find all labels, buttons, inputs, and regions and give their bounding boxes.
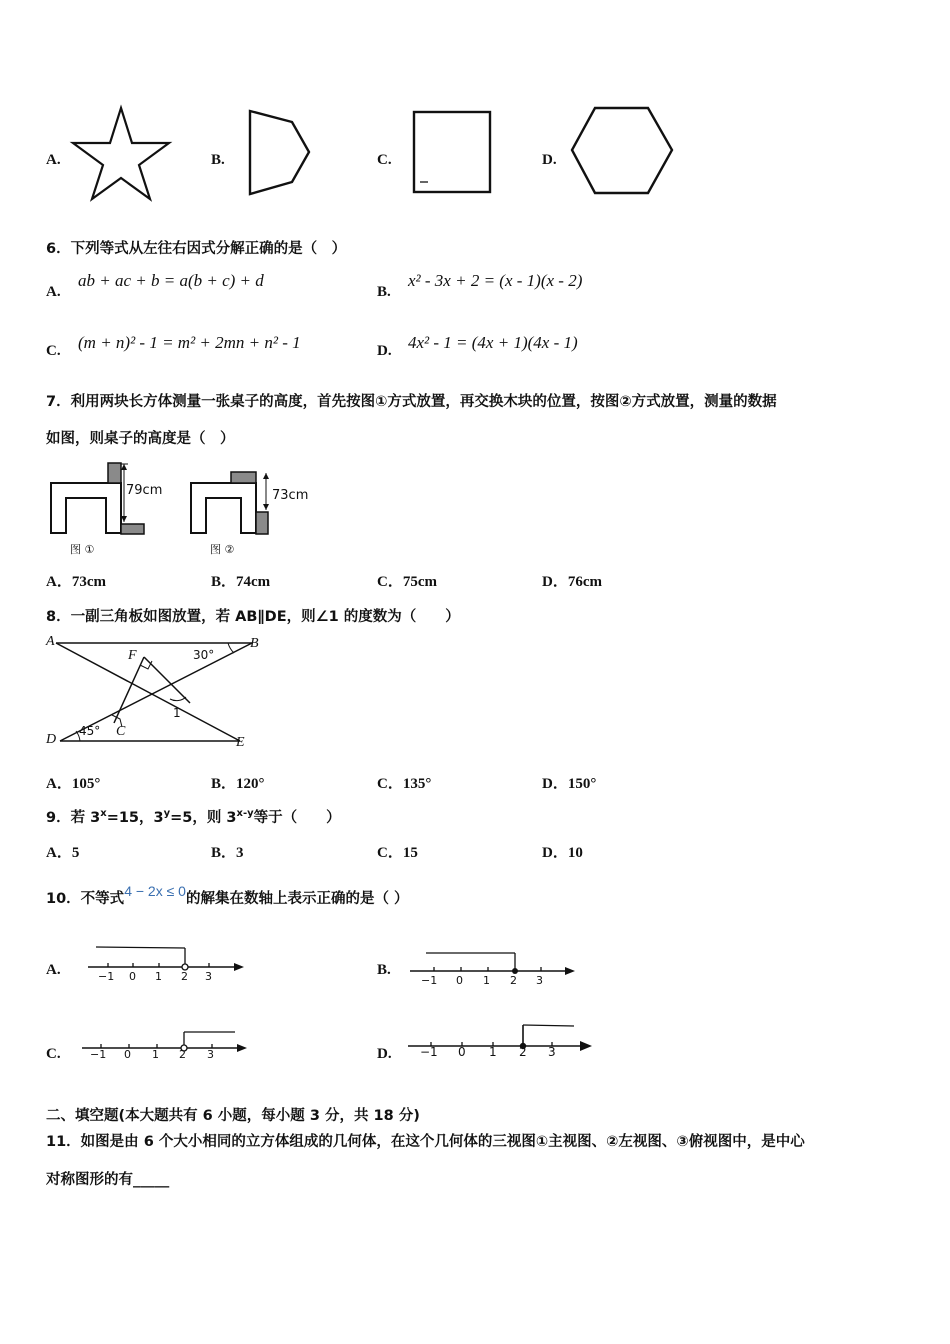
section-2-title: 二、填空题(本大题共有 6 小题，每小题 3 分，共 18 分): [46, 1108, 420, 1124]
q9-option-b[interactable]: B．3: [211, 845, 244, 861]
q10-stem: [46, 883, 409, 908]
q7-stem-line2: 如图，则桌子的高度是（ ）: [46, 431, 235, 447]
q7-option-b[interactable]: B．74cm: [211, 574, 271, 590]
q8-option-d[interactable]: D．150°: [542, 776, 597, 792]
tick-label: −1: [90, 1048, 107, 1061]
tick-label: 2: [510, 974, 517, 987]
q6-option-a-expr: ab + ac + b = a(b + c) + d: [78, 271, 264, 290]
table-figure-1: [48, 460, 178, 550]
tick-label: 3: [205, 970, 212, 983]
tick-label: 3: [536, 974, 543, 987]
q8-option-c[interactable]: C．135°: [377, 776, 432, 792]
q11-stem-line2: 对称图形的有_____: [46, 1172, 170, 1188]
q9-stem-mid2: =5，则 3: [170, 810, 237, 826]
tick-label: 0: [129, 970, 136, 983]
point-c-label: C: [116, 724, 126, 739]
q5-option-d-label[interactable]: D.: [542, 152, 557, 168]
point-a-label: A: [46, 634, 55, 649]
tick-label: 1: [152, 1048, 159, 1061]
tick-label: 0: [458, 1045, 466, 1059]
q11-stem-line1: 11．如图是由 6 个大小相同的立方体组成的几何体，在这个几何体的三视图①主视图、②左视图、③俯视图中，是中心: [46, 1134, 805, 1150]
q9-stem-prefix: 9．若 3: [46, 810, 101, 826]
q9-option-a[interactable]: A．5: [46, 845, 80, 861]
tick-label: 0: [124, 1048, 131, 1061]
square-icon: [412, 110, 492, 200]
q6-option-c-expr: (m + n)² - 1 = m² + 2mn + n² - 1: [78, 333, 301, 352]
tick-label: 3: [207, 1048, 214, 1061]
star-icon: [73, 105, 173, 205]
q9-stem: [46, 806, 341, 827]
point-f-label: F: [128, 648, 137, 663]
fig1-measure: 79cm: [126, 483, 163, 498]
q6-option-c-label[interactable]: C.: [46, 343, 61, 359]
q5-option-c-label[interactable]: C.: [377, 152, 392, 168]
angle-45-label: 45°: [79, 724, 101, 738]
q10-stem-prefix: 10．不等式: [46, 891, 125, 907]
q6-option-d-expr: 4x² - 1 = (4x + 1)(4x - 1): [408, 333, 578, 352]
q9-stem-mid1: =15，3: [106, 810, 164, 826]
q9-sup-y: y: [163, 808, 171, 820]
angle-30-label: 30°: [193, 648, 215, 662]
q6-option-d-label[interactable]: D.: [377, 343, 392, 359]
q6-stem: 6．下列等式从左往右因式分解正确的是（ ）: [46, 241, 347, 257]
tick-label: 2: [181, 970, 188, 983]
q10-option-c-label[interactable]: C.: [46, 1046, 61, 1062]
q6-option-b-expr: x² - 3x + 2 = (x - 1)(x - 2): [408, 271, 583, 290]
number-line-c: [80, 1025, 260, 1065]
tick-label: 1: [483, 974, 490, 987]
tick-label: 1: [155, 970, 162, 983]
q10-stem-suffix: 的解集在数轴上表示正确的是（ ）: [185, 891, 409, 907]
tick-label: 2: [179, 1048, 186, 1061]
angle-1-label: 1: [173, 706, 181, 720]
q6-option-a-label[interactable]: A.: [46, 284, 61, 300]
q9-option-d[interactable]: D．10: [542, 845, 583, 861]
tick-label: 2: [519, 1045, 527, 1059]
tick-label: −1: [421, 974, 438, 987]
fig1-caption: 图 ①: [70, 543, 95, 556]
q6-option-b-label[interactable]: B.: [377, 284, 391, 300]
q10-option-b-label[interactable]: B.: [377, 962, 391, 978]
q7-stem-line1: 7．利用两块长方体测量一张桌子的高度，首先按图①方式放置，再交换木块的位置，按图②方式放置，测量的数据: [46, 394, 777, 410]
q9-option-c[interactable]: C．15: [377, 845, 418, 861]
q10-inequality: 4 − 2x ≤ 0: [124, 883, 186, 899]
q5-option-a-label[interactable]: A.: [46, 152, 61, 168]
tick-label: 3: [548, 1045, 556, 1059]
tick-label: 1: [489, 1045, 497, 1059]
hexagon-icon: [570, 105, 675, 200]
point-b-label: B: [250, 636, 259, 651]
tick-label: −1: [420, 1045, 438, 1059]
q10-option-a-label[interactable]: A.: [46, 962, 61, 978]
q7-option-a[interactable]: A．73cm: [46, 574, 106, 590]
point-e-label: E: [236, 735, 245, 750]
q9-stem-suffix: 等于（ ）: [253, 810, 341, 826]
fig2-caption: 图 ②: [210, 543, 235, 556]
fig2-measure: 73cm: [272, 488, 309, 503]
q8-stem: 8．一副三角板如图放置，若 AB∥DE，则∠1 的度数为（ ）: [46, 609, 460, 625]
q9-sup-x: x: [100, 808, 107, 820]
q7-option-d[interactable]: D．76cm: [542, 574, 602, 590]
q10-option-d-label[interactable]: D.: [377, 1046, 392, 1062]
table-figure-2: [188, 460, 318, 550]
q7-option-c[interactable]: C．75cm: [377, 574, 437, 590]
q9-sup-xy: x-y: [236, 808, 254, 820]
q8-option-a[interactable]: A．105°: [46, 776, 101, 792]
tick-label: 0: [456, 974, 463, 987]
pentagon-icon: [247, 108, 317, 203]
q8-option-b[interactable]: B．120°: [211, 776, 265, 792]
q5-option-b-label[interactable]: B.: [211, 152, 225, 168]
tick-label: −1: [98, 970, 115, 983]
point-d-label: D: [46, 732, 57, 747]
